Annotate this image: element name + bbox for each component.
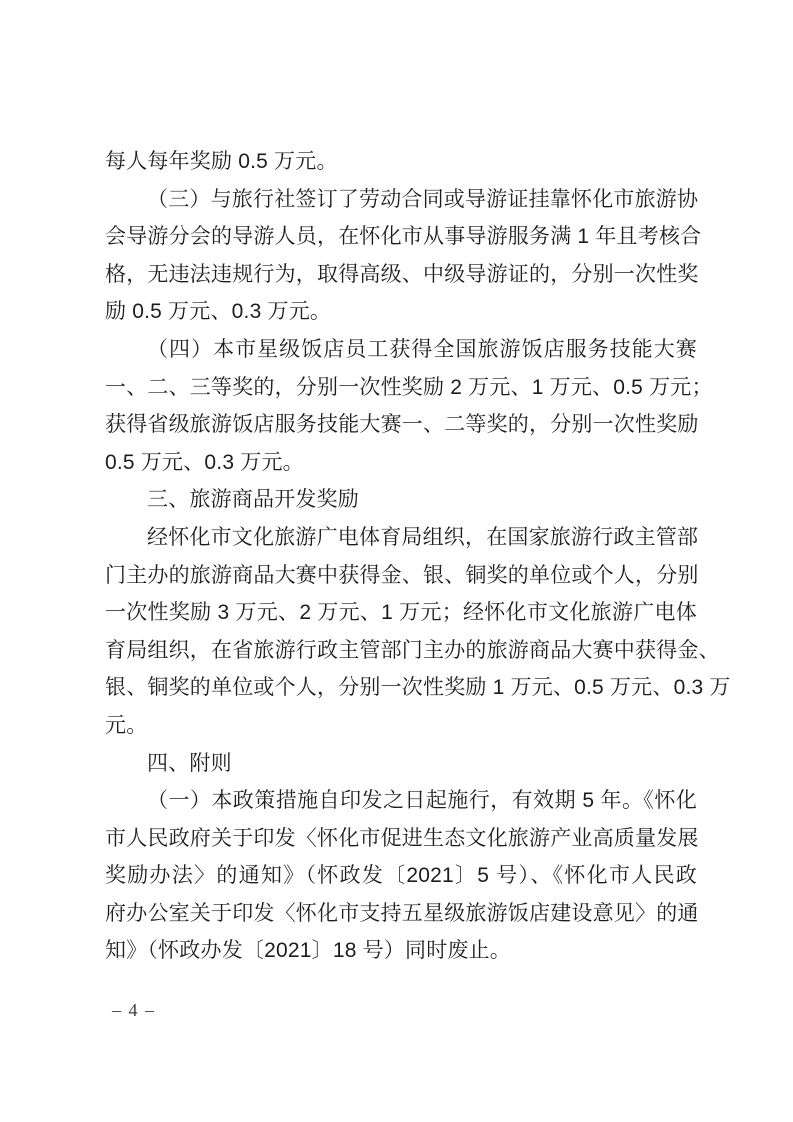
text-line: 会导游分会的导游人员，在怀化市从事导游服务满 1 年且考核合 bbox=[105, 225, 702, 249]
text-line: 三、旅游商品开发奖励 bbox=[147, 488, 359, 512]
text-line: 知》（怀政办发〔2021〕18 号）同时废止。 bbox=[105, 939, 512, 963]
text-line: （四）本市星级饭店员工获得全国旅游饭店服务技能大赛 bbox=[147, 337, 697, 361]
text-line: 四、附则 bbox=[147, 751, 232, 775]
text-line: 一、二、三等奖的，分别一次性奖励 2 万元、1 万元、0.5 万元； bbox=[105, 375, 713, 399]
text-line: 0.5 万元、0.3 万元。 bbox=[105, 450, 304, 474]
text-line: 一次性奖励 3 万元、2 万元、1 万元；经怀化市文化旅游广电体 bbox=[105, 601, 697, 625]
text-line: 府办公室关于印发〈怀化市支持五星级旅游饭店建设意见〉的通 bbox=[105, 901, 699, 925]
text-line: 银、铜奖的单位或个人，分别一次性奖励 1 万元、0.5 万元、0.3 万 bbox=[105, 676, 731, 700]
text-line: 元。 bbox=[105, 713, 148, 737]
document-body bbox=[105, 143, 731, 970]
text-line: 门主办的旅游商品大赛中获得金、银、铜奖的单位或个人，分别 bbox=[105, 563, 699, 587]
text-line: （一）本政策措施自印发之日起施行，有效期 5 年。《怀化 bbox=[147, 789, 697, 813]
text-line: （三）与旅行社签订了劳动合同或导游证挂靠怀化市旅游协 bbox=[147, 187, 699, 211]
text-line: 育局组织，在省旅游行政主管部门主办的旅游商品大赛中获得金、 bbox=[105, 638, 720, 662]
text-line: 市人民政府关于印发〈怀化市促进生态文化旅游产业高质量发展 bbox=[105, 826, 699, 850]
text-line: 每人每年奖励 0.5 万元。 bbox=[105, 150, 338, 173]
text-line: 奖励办法〉的通知》（怀政发〔2021〕5 号）、《怀化市人民政 bbox=[105, 864, 697, 888]
text-line: 获得省级旅游饭店服务技能大赛一、二等奖的，分别一次性奖励 bbox=[105, 413, 699, 437]
text-line: 经怀化市文化旅游广电体育局组织，在国家旅游行政主管部 bbox=[147, 525, 699, 549]
page-number: – 4 – bbox=[112, 1000, 154, 1020]
text-line: 励 0.5 万元、0.3 万元。 bbox=[105, 300, 332, 324]
text-line: 格，无违法违规行为，取得高级、中级导游证的，分别一次性奖 bbox=[105, 262, 699, 286]
